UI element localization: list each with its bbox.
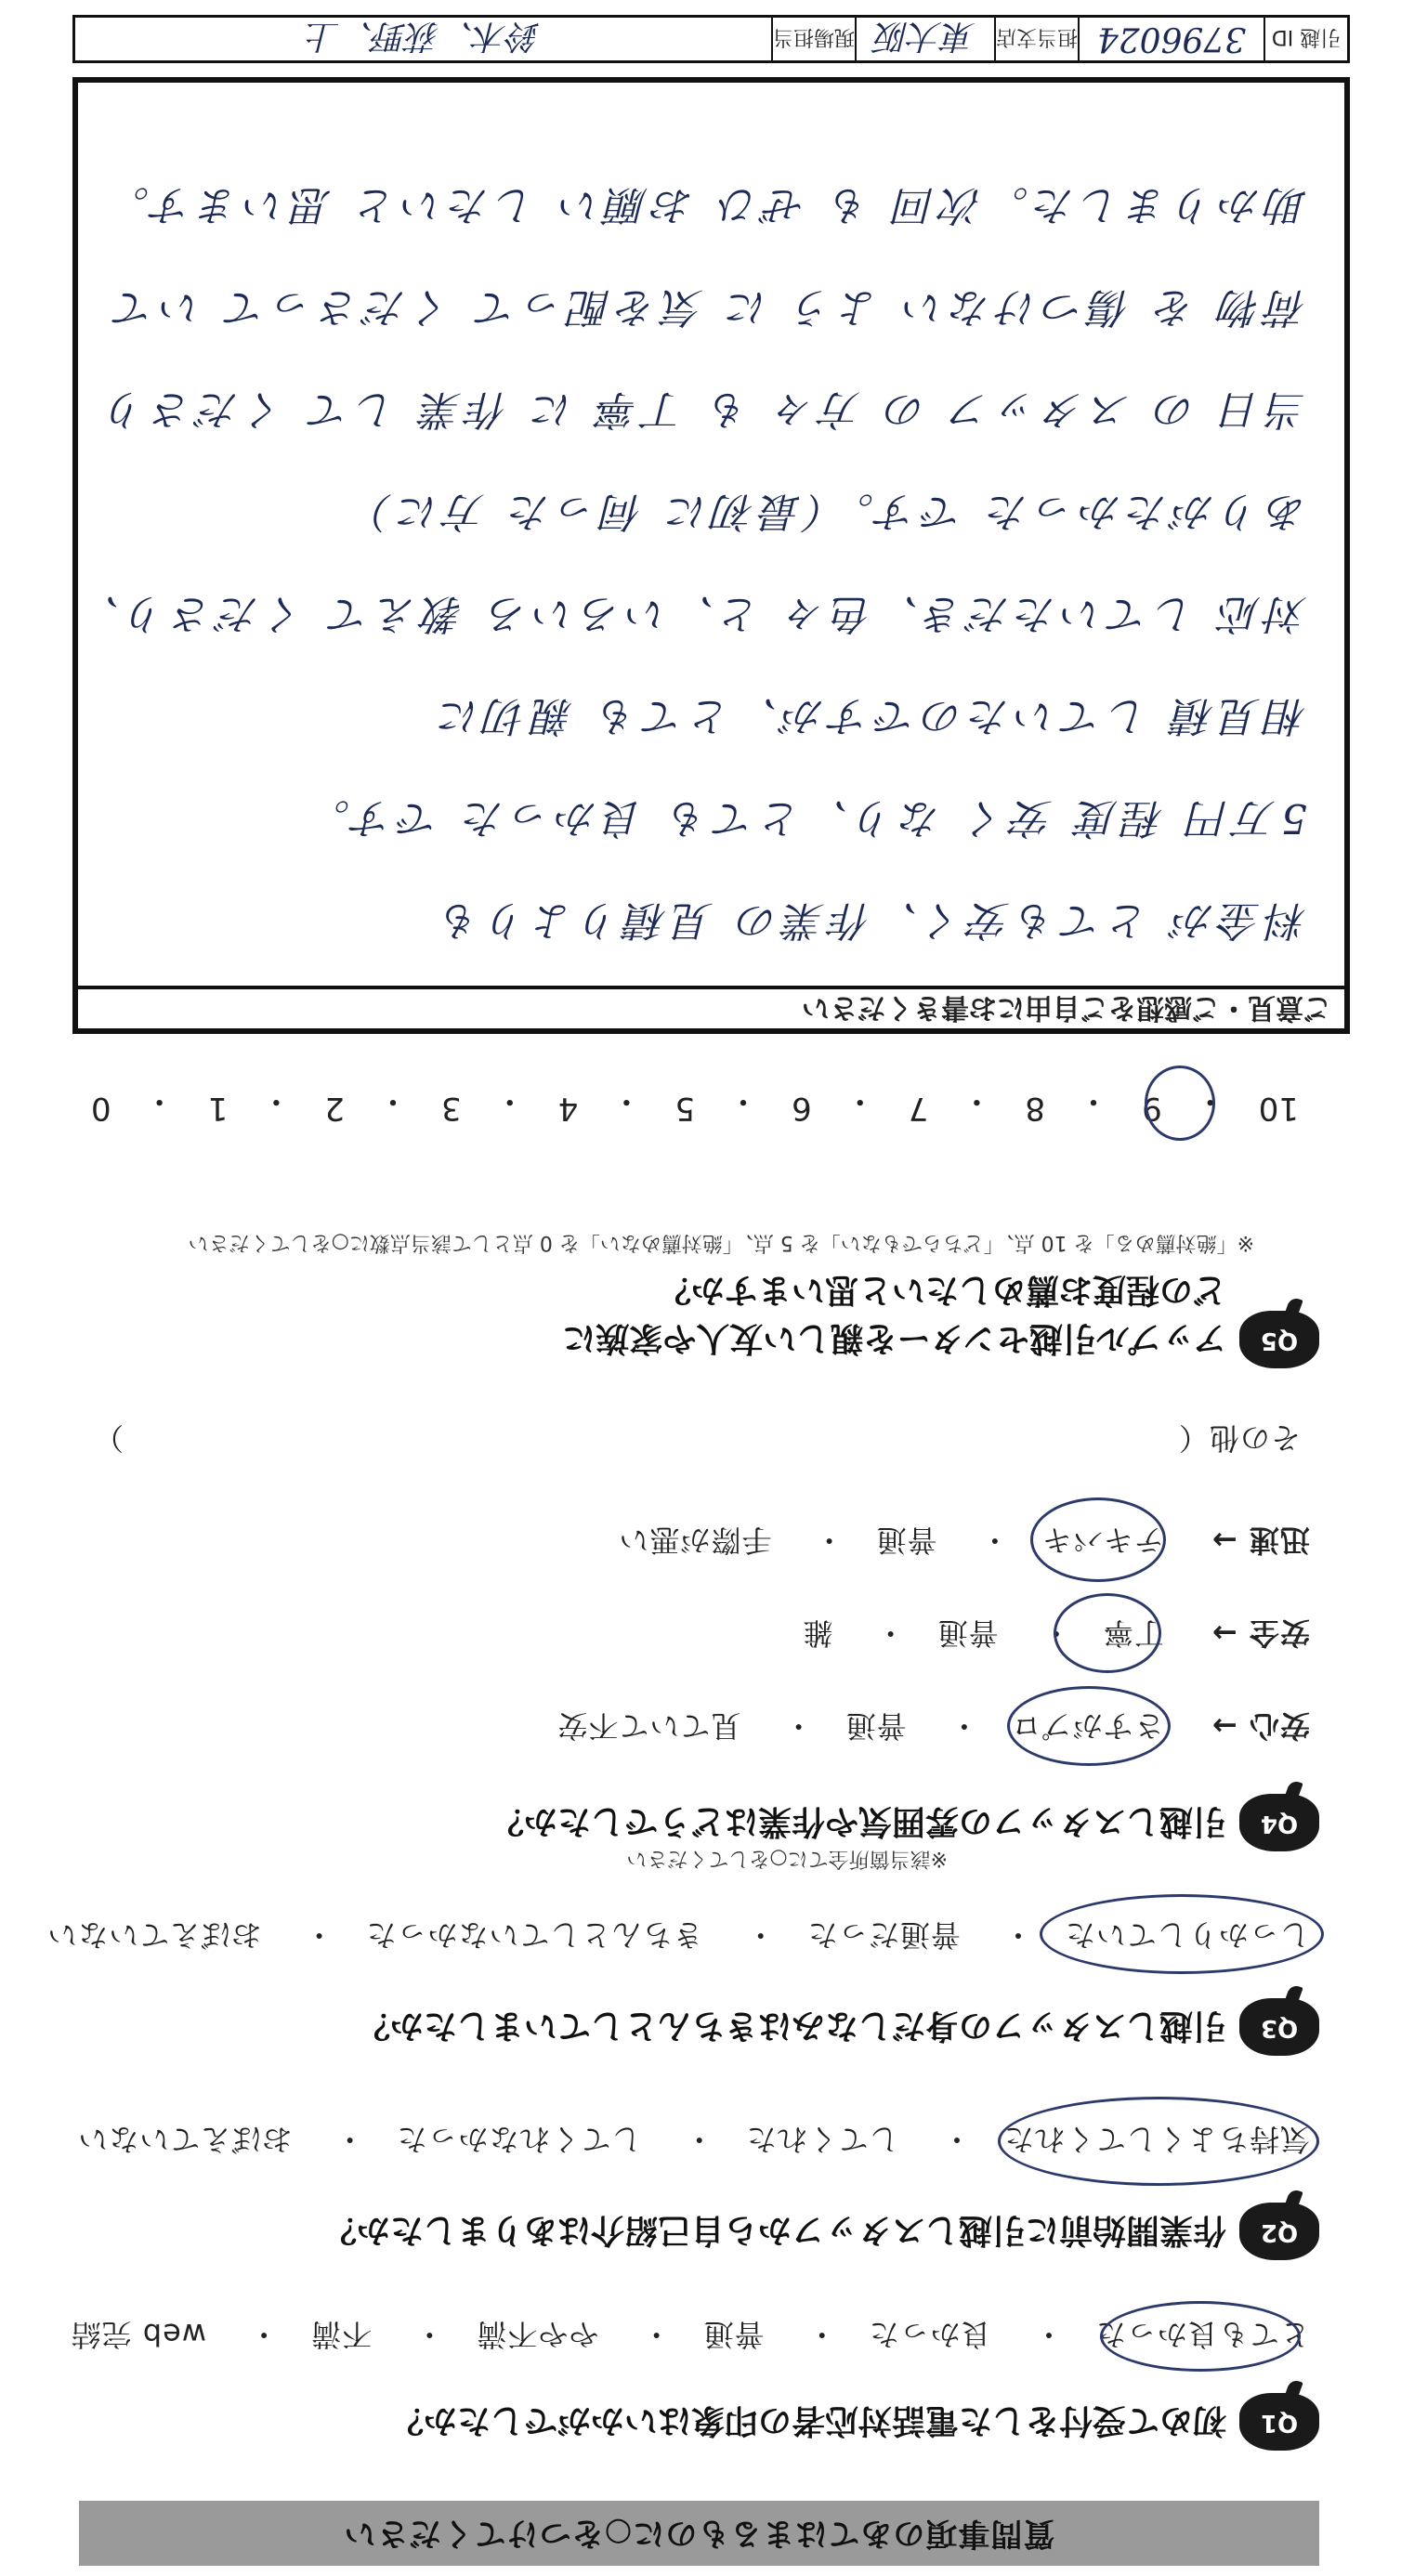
- q5-note: ※「絶対薦める」を 10 点、「どちらでもない」を 5 点、「絶対薦めない」を 0 点として該当点数に○をしてください: [188, 1231, 1254, 1254]
- footer-id-label: 引越 ID: [1264, 18, 1347, 60]
- q2-options: 気持ちよくしてくれた・ してくれた・ してくれなかった・ おぼえていない: [77, 2122, 1310, 2157]
- comment-line-8: 助かりました。次回 も ぜひ お願い したいと 思います。: [102, 181, 1307, 229]
- q4-row-2-option-1[interactable]: 丁寧: [1102, 1615, 1164, 1651]
- q4-row-2-answer-mark: [1054, 1593, 1161, 1673]
- q5-scale-10[interactable]: 10: [1258, 1090, 1299, 1127]
- comment-title: ご意見・ご感想をご自由にお書きください: [78, 986, 1344, 1028]
- q4-row-1-option-1[interactable]: さすがプロ: [1010, 1708, 1164, 1744]
- q5-scale: 10 ・ 9 ・ 8 ・ 7 ・ 6 ・ 5 ・ 4 ・ 3 ・ 2 ・ 1 ・ 0: [91, 1082, 1299, 1127]
- comment-line-3: 相見積 していたのですが、とても 親切に: [434, 692, 1307, 739]
- q5-scale-0[interactable]: 0: [91, 1090, 111, 1127]
- comment-line-4: 対応 していただき、色々 と、いろいろ 教えて くださり、: [72, 590, 1307, 637]
- q2-option-4[interactable]: おぼえていない: [77, 2122, 293, 2157]
- q1-option-1[interactable]: とても良かった: [1094, 2317, 1310, 2352]
- footer-staff-label: 現場担当: [771, 18, 855, 60]
- q4-row-1-option-3[interactable]: 見ていて不安: [556, 1708, 741, 1744]
- q4-row-3: 迅速 → テキパキ・ 普通・ 手際が悪い: [618, 1523, 1310, 1558]
- q3-options: しっかりしていた・ 普通だった・ きちんとしていなかった・ おぼえていない: [46, 1917, 1310, 1953]
- q2-option-1[interactable]: 気持ちよくしてくれた: [1002, 2122, 1310, 2157]
- q3-option-4[interactable]: おぼえていない: [46, 1917, 262, 1953]
- q3-badge: Q3: [1239, 1998, 1319, 2056]
- q1-option-4[interactable]: やや不満: [476, 2317, 599, 2352]
- q4-row-1-option-2[interactable]: 普通: [845, 1708, 907, 1744]
- q1-options: とても良かった・ 良かった・ 普通・ やや不満・ 不満・ web 完結: [70, 2317, 1310, 2352]
- q5-scale-6[interactable]: 6: [792, 1090, 812, 1127]
- q1-answer-mark: [1100, 2301, 1301, 2372]
- q5-scale-7[interactable]: 7: [908, 1090, 929, 1127]
- q4-other-label: その他（: [1177, 1420, 1301, 1456]
- q2-option-3[interactable]: してくれなかった: [396, 2122, 642, 2157]
- q5-scale-1[interactable]: 1: [207, 1090, 229, 1127]
- q5-scale-9[interactable]: 9: [1142, 1090, 1162, 1127]
- comment-line-5: ありがたかった です。（最初に 伺った 方に）: [346, 488, 1307, 535]
- q5-scale-4[interactable]: 4: [557, 1090, 579, 1127]
- comment-line-6: 当日 の スタッフ の 方々 も 丁寧 に 作業 して くださり: [99, 386, 1307, 433]
- q1-badge: Q1: [1239, 2393, 1319, 2451]
- q5-text-line1: アップル引越センターを親しい友人や家族に: [562, 1319, 1226, 1357]
- q3-option-1[interactable]: しっかりしていた: [1064, 1917, 1310, 1953]
- q1-text: 初めて受付をした電話対応者の印象はいかがでしたか？: [389, 2401, 1226, 2439]
- comment-line-2: 5万円 程度 安く なり、とても 良かった です。: [303, 794, 1307, 842]
- q4-row-2: 安全 → 丁寧・ 普通・ 雑: [802, 1615, 1310, 1651]
- q2-text: 作業開始前に引越しスタッフから自己紹介はありましたか？: [322, 2211, 1226, 2249]
- q5-scale-3[interactable]: 3: [441, 1090, 462, 1127]
- q4-row-2-option-2[interactable]: 普通: [936, 1615, 999, 1651]
- footer-staff-value: 鈴木、荻野、上: [306, 17, 541, 56]
- q1-option-2[interactable]: 良かった: [868, 2317, 991, 2352]
- comment-line-1: 料金が とても安く、作業の 見積りよりも: [434, 896, 1307, 944]
- q4-row-3-option-2[interactable]: 普通: [875, 1523, 937, 1558]
- q3-option-3[interactable]: きちんとしていなかった: [365, 1917, 703, 1953]
- q2-option-2[interactable]: してくれた: [745, 2122, 899, 2157]
- q5-answer-mark: [1145, 1066, 1215, 1141]
- q4-row-2-label: 安全 →: [1211, 1615, 1310, 1651]
- q4-row-1-label: 安心 →: [1211, 1708, 1310, 1744]
- q4-other-close: ）: [93, 1420, 124, 1456]
- footer-branch-value: 東大阪: [855, 18, 994, 60]
- comment-line-7: 荷物 を 傷つけない よう に 気を配って くださって いて: [109, 283, 1307, 331]
- q4-note: ※該当箇所全てに○をしてください: [626, 1847, 948, 1870]
- footer-branch-label: 担当支店: [994, 18, 1078, 60]
- comment-box[interactable]: [72, 77, 1350, 1034]
- q5-scale-5[interactable]: 5: [674, 1090, 696, 1127]
- q2-badge: Q2: [1239, 2203, 1319, 2260]
- instruction-banner: 質問事項のあてはまるものに○をつけてください: [79, 2501, 1319, 2566]
- q4-text: 引越しスタッフの雰囲気や作業はどうでしたか？: [490, 1802, 1226, 1840]
- q1-option-5[interactable]: 不満: [310, 2317, 373, 2352]
- q2-answer-mark: [998, 2097, 1319, 2186]
- q4-badge: Q4: [1239, 1794, 1319, 1851]
- q3-text: 引越しスタッフの身だしなみはきちんとしていましたか？: [356, 2007, 1226, 2045]
- q4-row-3-option-1[interactable]: テキパキ: [1041, 1523, 1164, 1558]
- q4-row-3-label: 迅速 →: [1211, 1523, 1310, 1558]
- q5-text-line2: どの程度お薦めしたいと思いますか？: [657, 1271, 1226, 1309]
- q3-option-2[interactable]: 普通だった: [806, 1917, 961, 1953]
- q1-option-3[interactable]: 普通: [702, 2317, 765, 2352]
- q1-option-6[interactable]: web 完結: [70, 2317, 206, 2352]
- footer-table: [72, 15, 1350, 63]
- q5-scale-8[interactable]: 8: [1025, 1090, 1046, 1127]
- q5-scale-2[interactable]: 2: [324, 1090, 345, 1127]
- q4-row-1-answer-mark: [1007, 1686, 1171, 1766]
- q4-row-3-answer-mark: [1030, 1497, 1166, 1582]
- q4-other: [93, 1419, 1301, 1461]
- q4-row-3-option-3[interactable]: 手際が悪い: [618, 1523, 772, 1558]
- q4-row-2-option-3[interactable]: 雑: [802, 1615, 833, 1651]
- q5-badge: Q5: [1239, 1311, 1319, 1368]
- q4-row-1: 安心 → さすがプロ・ 普通・ 見ていて不安: [556, 1708, 1310, 1744]
- footer-id-value: 3796024: [1078, 18, 1264, 60]
- q3-answer-mark: [1040, 1894, 1324, 1974]
